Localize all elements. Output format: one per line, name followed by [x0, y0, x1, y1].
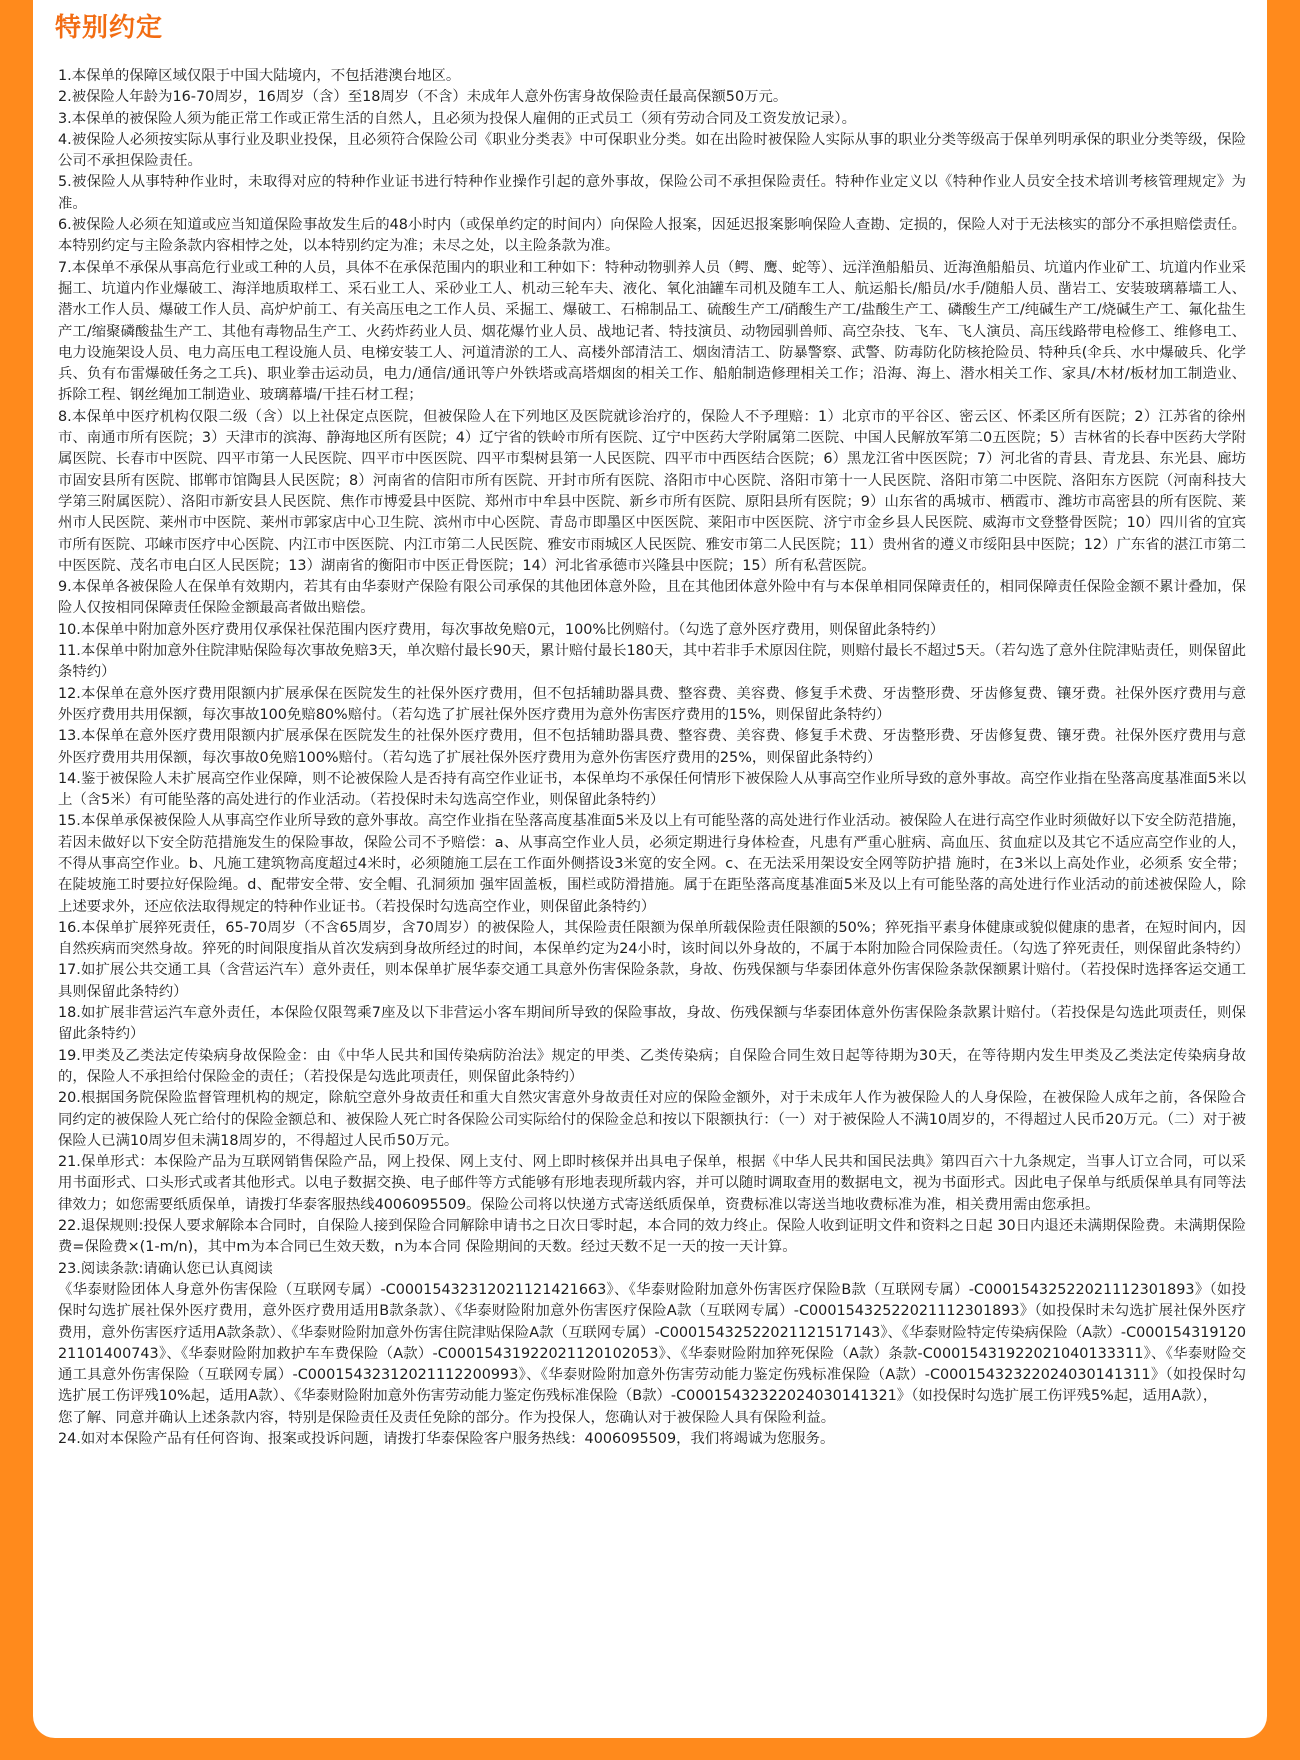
term-item: 7.本保单不承保从事高危行业或工种的人员，具体不在承保范围内的职业和工种如下：特种动物驯养人员（鳄、鹰、蛇等）、远洋渔船船员、近海渔船船员、坑道内作业矿工、坑道内作业采掘工、坑道内作业爆破工、海洋地质取样工、采石业工人、采砂业工人、机动三轮车夫、液化、氧化油罐车司机及随车工人、航运船长/船员/水手/随船人员、凿岩工、安装玻璃幕墙工人、潜水工作人员、爆破工作人员、高炉炉前工、有关高压电之工作人员、采掘工、爆破工、石棉制品工、硫酸生产工/硝酸生产工/盐酸生产工、磷酸生产工/纯碱生产工/烧碱生产工、氟化盐生产工/缩聚磷酸盐生产工、其他有毒物品生产工、火药炸药业人员、烟花爆竹业人员、战地记者、特技演员、动物园驯兽师、高空杂技、飞车、飞人演员、高压线路带电检修工、维修电工、电力设施架设人员、电力高压电工程设施人员、电梯安装工人、河道清淤的工人、高楼外部清洁工、烟囱清洁工、防暴警察、武警、防毒防化防核抢险员、特种兵(伞兵、水中爆破兵、化学兵、负有布雷爆破任务之工兵)、职业拳击运动员，电力/通信/通讯等户外铁塔或高塔烟囱的相关工作、船舶制造修理相关工作；沿海、海上、潜水相关工作、家具/木材/板材加工制造业、拆除工程、钢丝绳加工制造业、玻璃幕墙/干挂石材工程；: [58, 259, 1246, 404]
term-item: 1.本保单的保障区域仅限于中国大陆境内，不包括港澳台地区。: [58, 68, 461, 84]
term-item: 9.本保单各被保险人在保单有效期内，若其有由华泰财产保险有限公司承保的其他团体意外险，且在其他团体意外险中有与本保单相同保障责任的，相同保障责任保险金额不累计叠加，保险人仅按相同保障责任保险金额最高者做出赔偿。: [58, 579, 1246, 617]
term-item: 《华泰财险团体人身意外伤害保险（互联网专属）-C00015432312021121421663》、《华泰财险附加意外伤害医疗保险B款（互联网专属）-C00015432522021112301893》（如投保时勾选扩展社保外医疗费用，意外医疗费用适用B款条款）、《华泰财险附加意外伤害医疗保险A款（互联网专属）-C00015432522021112301893》（如投保时未勾选扩展社保外医疗费用，意外伤害医疗适用A款条款）、《华泰财险附加意外伤害住院津贴保险A款（互联网专属）-C00015432522021121517143》、《华泰财险特定传染病保险（A款）-C00015431912021101400743》、《华泰财险附加救护车车费保险（A款）-C00015431922021120102053》、《华泰财险附加猝死保险（A款）条款-C00015431922021040133311》、《华泰财险交通工具意外伤害保险（互联网专属）-C00015432312021112200993》、《华泰财险附加意外伤害劳动能力鉴定伤残标准保险（A款）-C00015432322024030141311》（如投保时勾选扩展工伤评残10%起，适用A款）、《华泰财险附加意外伤害劳动能力鉴定伤残标准保险（B款）-C00015432322024030141321》（如投保时勾选扩展工伤评残5%起，适用A款），: [58, 1281, 1246, 1405]
section-title: 特别约定: [55, 13, 164, 43]
term-item: 23.阅读条款:请确认您已认真阅读: [58, 1260, 273, 1277]
term-item: 5.被保险人从事特种作业时，未取得对应的特种作业证书进行特种作业操作引起的意外事故，保险公司不承担保险责任。特种作业定义以《特种作业人员安全技术培训考核管理规定》为准。: [58, 174, 1246, 212]
term-item: 10.本保单中附加意外医疗费用仅承保社保范围内医疗费用，每次事故免赔0元，100%比例赔付。（勾选了意外医疗费用，则保留此条特约）: [58, 621, 945, 638]
term-item: 3.本保单的被保险人须为能正常工作或正常生活的自然人，且必须为投保人雇佣的正式员工（须有劳动合同及工资发放记录）。: [58, 110, 857, 127]
term-item: 20.根据国务院保险监督管理机构的规定，除航空意外身故责任和重大自然灾害意外身故责任对应的保险金额外，对于未成年人作为被保险人的人身保险，在被保险人成年之前，各保险合同约定的被保险人死亡给付的保险金额总和、被保险人死亡时各保险公司实际给付的保险金总和按以下限额执行：（一）对于被保险人不满10周岁的，不得超过人民币20万元。（二）对于被保险人已满10周岁但未满18周岁的，不得超过人民币50万元。: [58, 1090, 1246, 1149]
term-item: 6.被保险人必须在知道或应当知道保险事故发生后的48小时内（或保单约定的时间内）向保险人报案，因延迟报案影响保险人查勘、定损的，保险人对于无法核实的部分不承担赔偿责任。本特别约定与主险条款内容相悖之处，以本特别约定为准；未尽之处，以主险条款为准。: [58, 217, 1246, 255]
term-item: 4.被保险人必须按实际从事行业及职业投保，且必须符合保险公司《职业分类表》中可保职业分类。如在出险时被保险人实际从事的职业分类等级高于保单列明承保的职业分类等级，保险公司不承担保险责任。: [58, 131, 1246, 170]
term-item: 24.如对本保险产品有任何咨询、报案或投诉问题，请拨打华泰保险客户服务热线：4006095509，我们将竭诚为您服务。: [58, 1431, 835, 1447]
term-item: 15.本保单承保被保险人从事高空作业所导致的意外事故。高空作业指在坠落高度基准面5米及以上有可能坠落的高处进行作业活动。被保险人在进行高空作业时须做好以下安全防范措施，若因未做好以下安全防范措施发生的保险事故，保险公司不予赔偿：a、从事高空作业人员，必须定期进行身体检查，凡患有严重心脏病、高血压、贫血症以及其它不适应高空作业的人，不得从事高空作业。b、凡施工建筑物高度超过4米时，必须随施工层在工作面外侧搭设3米宽的安全网。c、在无法采用架设安全网等防护措 施时，在3米以上高处作业，必须系 安全带；在陡坡施工时要拉好保险绳。d、配带安全带、安全帽、孔洞须加 强牢固盖板，围栏或防滑措施。属于在距坠落高度基准面5米及以上有可能坠落的高处进行作业活动的前述被保险人，除上述要求外，还应依法取得规定的特种作业证书。（若投保时勾选高空作业，则保留此条特约）: [58, 813, 1246, 915]
term-item: 16.本保单扩展猝死责任，65-70周岁（不含65周岁，含70周岁）的被保险人，其保险责任限额为保单所载保险责任限额的50%；猝死指平素身体健康或貌似健康的患者，在短时间内，因自然疾病而突然身故。猝死的时间限度指从首次发病到身故所经过的时间，本保单约定为24小时，该时间以外身故的，不属于本附加险合同保险责任。（勾选了猝死责任，则保留此条特约）: [58, 919, 1250, 958]
term-item: 14.鉴于被保险人未扩展高空作业保障，则不论被保险人是否持有高空作业证书，本保单均不承保任何情形下被保险人从事高空作业所导致的意外事故。高空作业指在坠落高度基准面5米以上（含5米）有可能坠落的高处进行的作业活动。（若投保时未勾选高空作业，则保留此条特约）: [58, 770, 1246, 809]
term-item: 2.被保险人年龄为16-70周岁，16周岁（含）至18周岁（不含）未成年人意外伤害身故保险责任最高保额50万元。: [58, 89, 788, 106]
term-item: 21.保单形式：本保险产品为互联网销售保险产品，网上投保、网上支付、网上即时核保并出具电子保单，根据《中华人民共和国民法典》第四百六十九条规定，当事人订立合同，可以采用书面形式、口头形式或者其他形式。以电子数据交换、电子邮件等方式能够有形地表现所载内容，并可以随时调取查用的数据电文，视为书面形式。因此电子保单与纸质保单具有同等法律效力；如您需要纸质保单，请拨打华泰客服热线4006095509。保险公司将以快递方式寄送纸质保单，资费标准以寄送当地收费标准为准，相关费用需由您承担。: [58, 1154, 1246, 1213]
term-item: 13.本保单在意外医疗费用限额内扩展承保在医院发生的社保外医疗费用，但不包括辅助器具费、整容费、美容费、修复手术费、牙齿整形费、牙齿修复费、镶牙费。社保外医疗费用与意外医疗费用共用保额，每次事故0免赔100%赔付。（若勾选了扩展社保外医疗费用为意外伤害医疗费用的25%，则保留此条特约）: [58, 728, 1246, 766]
term-item: 8.本保单中医疗机构仅限二级（含）以上社保定点医院，但被保险人在下列地区及医院就诊治疗的，保险人不予理赔：1）北京市的平谷区、密云区、怀柔区所有医院；2）江苏省的徐州市、南通市所有医院；3）天津市的滨海、静海地区所有医院；4）辽宁省的铁岭市所有医院、辽宁中医药大学附属第二医院、中国人民解放军第二0五医院；5）吉林省的长春中医药大学附属医院、长春市中医院、四平市第一人民医院、四平市中医医院、四平市梨树县第一人民医院、四平市中西医结合医院；6）黑龙江省中医医院；7）河北省的青县、青龙县、东光县、廊坊市固安县所有医院、邯郸市馆陶县人民医院；8）河南省的信阳市所有医院、开封市所有医院、洛阳市中心医院、洛阳市第十一人民医院、洛阳市第二中医院、洛阳东方医院（河南科技大学第三附属医院）、洛阳市新安县人民医院、焦作市博爱县中医院、郑州市中牟县中医院、新乡市所有医院、原阳县所有医院；9）山东省的禹城市、栖霞市、潍坊市高密县的所有医院、莱州市人民医院、莱州市中医院、莱州市郭家店中心卫生院、滨州市中心医院、青岛市即墨区中医医院、莱阳市中医医院、济宁市金乡县人民医院、威海市文登整骨医院；10）四川省的宜宾市所有医院、邛崃市医疗中心医院、内江市中医医院、内江市第二人民医院、雅安市雨城区人民医院、雅安市第二人民医院；11）贵州省的遵义市绥阳县中医院；12）广东省的湛江市第二中医医院、茂名市电白区人民医院；13）湖南省的衡阳市中医正骨医院；14）河北省承德市兴隆县中医院；15）所有私营医院。: [58, 408, 1246, 574]
term-item: 22.退保规则:投保人要求解除本合同时，自保险人接到保险合同解除申请书之日次日零时起，本合同的效力终止。保险人收到证明文件和资料之日起 30日内退还未满期保险费。未满期保险费=保险费×(1-m/n)，其中m为本合同已生效天数，n为本合同 保险期间的天数。经过天数不足一天的按一天计算。: [58, 1218, 1246, 1256]
term-item: 18.如扩展非营运汽车意外责任，本保险仅限驾乘7座及以下非营运小客车期间所导致的保险事故，身故、伤残保额与华泰团体意外伤害保险条款累计赔付。（若投保是勾选此项责任，则保留此条特约）: [58, 1005, 1246, 1043]
terms-list: [58, 66, 1250, 1450]
term-item: 19.甲类及乙类法定传染病身故保险金：由《中华人民共和国传染病防治法》规定的甲类、乙类传染病；自保险合同生效日起等待期为30天，在等待期内发生甲类及乙类法定传染病身故的，保险人不承担给付保险金的责任；（若投保是勾选此项责任，则保留此条特约）: [58, 1047, 1246, 1085]
special-terms-card: [33, 0, 1267, 1738]
term-item: 12.本保单在意外医疗费用限额内扩展承保在医院发生的社保外医疗费用，但不包括辅助器具费、整容费、美容费、修复手术费、牙齿整形费、牙齿修复费、镶牙费。社保外医疗费用与意外医疗费用共用保额，每次事故100免赔80%赔付。（若勾选了扩展社保外医疗费用为意外伤害医疗费用的15%，则保留此条特约）: [58, 685, 1246, 723]
term-item: 11.本保单中附加意外住院津贴保险每次事故免赔3天，单次赔付最长90天，累计赔付最长180天，其中若非手术原因住院，则赔付最长不超过5天。（若勾选了意外住院津贴责任，则保留此条特约）: [58, 643, 1246, 681]
term-item: 17.如扩展公共交通工具（含营运汽车）意外责任，则本保单扩展华泰交通工具意外伤害保险条款，身故、伤残保额与华泰团体意外伤害保险条款保额累计赔付。（若投保时选择客运交通工具则保留此条特约）: [58, 962, 1246, 1000]
term-item: 您了解、同意并确认上述条款内容，特别是保险责任及责任免除的部分。作为投保人，您确认对于被保险人具有保险利益。: [58, 1409, 836, 1426]
